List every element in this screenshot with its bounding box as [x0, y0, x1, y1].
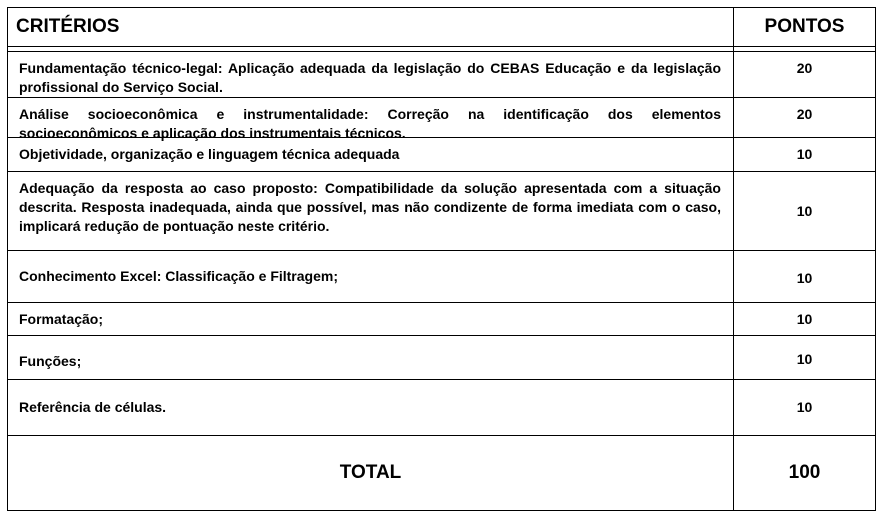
header-points — [734, 8, 875, 46]
table-row-points — [734, 51, 875, 97]
criterion-text: Formatação; — [19, 310, 104, 327]
points-value: 10 — [796, 202, 813, 219]
table-row-points — [734, 137, 875, 171]
table-row-criterion — [8, 379, 734, 435]
table-row-points — [734, 171, 875, 250]
table-row-points — [734, 379, 875, 435]
points-value: 10 — [796, 310, 813, 327]
table-row-criterion — [8, 51, 734, 97]
table-row-points — [734, 97, 875, 137]
points-value: 10 — [796, 399, 813, 415]
criterion-text: Fundamentação técnico-legal: Aplicação adequada da legislação do CEBAS Educação e da legislação profissional do Serviço Social. — [19, 60, 721, 95]
total-value-cell — [734, 435, 875, 510]
table-row-criterion — [8, 171, 734, 250]
total-label-cell — [8, 435, 734, 510]
criterion-text: Referência de células. — [19, 399, 167, 415]
points-value: 20 — [796, 106, 813, 122]
criterion-text: Objetividade, organização e linguagem técnica adequada — [19, 146, 400, 162]
table-row-criterion — [8, 137, 734, 171]
table-row-criterion — [8, 97, 734, 141]
table-row-criterion — [8, 335, 734, 379]
points-value: 10 — [796, 351, 813, 367]
points-value: 10 — [796, 146, 813, 162]
table-row-criterion — [8, 250, 734, 302]
header-criteria — [8, 8, 734, 46]
criterion-text: Conhecimento Excel: Classificação e Filtragem; — [19, 268, 338, 284]
table-row-points — [734, 302, 875, 335]
points-value: 20 — [796, 60, 813, 76]
criterion-text: Funções; — [19, 353, 82, 369]
criteria-table — [7, 7, 876, 511]
points-value: 10 — [796, 270, 813, 286]
total-value: 100 — [788, 462, 821, 483]
header-criteria-label: CRITÉRIOS — [16, 16, 120, 37]
table-row-points — [734, 335, 875, 379]
table-row-criterion — [8, 302, 734, 335]
header-points-label: PONTOS — [764, 16, 845, 37]
criterion-text: Análise socioeconômica e instrumentalidade: Correção na identificação dos elementos socioeconômicos e aplicação dos instrumentais técnicos. — [19, 106, 721, 141]
criterion-text: Adequação da resposta ao caso proposto: Compatibilidade da solução apresentada com a situação descrita. Resposta inadequada, ainda que possível, mas não condizente de forma imediata com o caso, implicará redução de pontuação neste critério. — [19, 180, 721, 234]
table-row-points — [734, 250, 875, 302]
total-label: TOTAL — [339, 462, 402, 483]
